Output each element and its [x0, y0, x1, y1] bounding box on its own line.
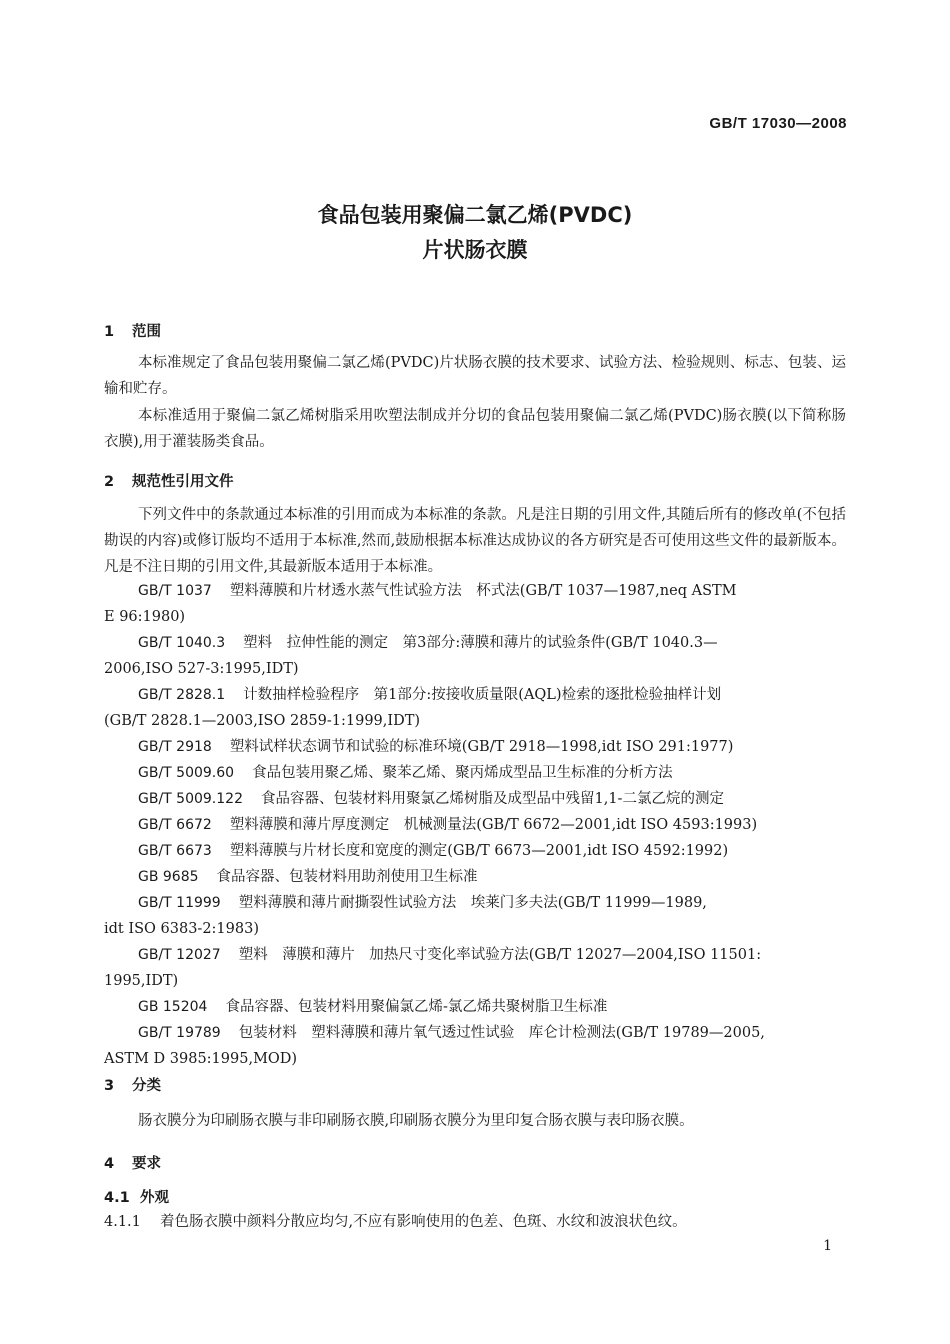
subsection-4-1-heading: [104, 1186, 169, 1207]
reference-code: GB/T 12027: [138, 947, 221, 963]
section-3-paragraph-1: 肠衣膜分为印刷肠衣膜与非印刷肠衣膜,印刷肠衣膜分为里印复合肠衣膜与表印肠衣膜。: [138, 1113, 694, 1129]
reference-item: [104, 760, 846, 786]
reference-item: [104, 734, 846, 760]
reference-title: 塑料 拉伸性能的测定 第3部分:薄膜和薄片的试验条件(GB/T 1040.3—: [243, 635, 718, 651]
reference-title: 食品容器、包装材料用助剂使用卫生标准: [216, 869, 478, 885]
reference-title: 包装材料 塑料薄膜和薄片氧气透过性试验 库仑计检测法(GB/T 19789—2005,: [238, 1025, 765, 1041]
section-number: 2: [104, 474, 115, 490]
standard-number: GB/T 17030—2008: [709, 115, 847, 132]
reference-continuation: E 96:1980): [104, 609, 186, 625]
reference-code: GB/T 1037: [138, 583, 212, 599]
section-number: 1: [104, 324, 115, 340]
subsection-number: 4.1: [104, 1190, 130, 1206]
reference-continuation: 2006,ISO 527-3:1995,IDT): [104, 661, 299, 677]
section-number: 4: [104, 1156, 115, 1172]
reference-title: 塑料 薄膜和薄片 加热尺寸变化率试验方法(GB/T 12027—2004,ISO 11501:: [238, 947, 762, 963]
reference-item: [104, 812, 846, 838]
reference-code: GB/T 11999: [138, 895, 221, 911]
reference-item: [104, 890, 846, 942]
reference-continuation: (GB/T 2828.1—2003,ISO 2859-1:1999,IDT): [104, 713, 421, 729]
reference-title: 塑料薄膜和薄片厚度测定 机械测量法(GB/T 6672—2001,idt ISO 4593:1993): [229, 817, 758, 833]
reference-code: GB/T 19789: [138, 1025, 221, 1041]
reference-item: [104, 864, 846, 890]
reference-code: GB/T 2918: [138, 739, 212, 755]
subsection-title: 外观: [140, 1190, 169, 1206]
reference-code: GB/T 6673: [138, 843, 212, 859]
reference-title: 塑料试样状态调节和试验的标准环境(GB/T 2918—1998,idt ISO 291:1977): [229, 739, 734, 755]
reference-code: GB 9685: [138, 869, 199, 885]
section-3-heading: [104, 1074, 161, 1095]
reference-item: [104, 1020, 846, 1072]
reference-code: GB/T 1040.3: [138, 635, 226, 651]
reference-code: GB/T 6672: [138, 817, 212, 833]
reference-title: 塑料薄膜与片材长度和宽度的测定(GB/T 6673—2001,idt ISO 4592:1992): [229, 843, 729, 859]
reference-title: 塑料薄膜和片材透水蒸气性试验方法 杯式法(GB/T 1037—1987,neq ASTM: [229, 583, 737, 599]
section-1-heading: [104, 320, 161, 341]
section-4-heading: [104, 1152, 161, 1173]
reference-title: 食品容器、包装材料用聚偏氯乙烯-氯乙烯共聚树脂卫生标准: [225, 999, 608, 1015]
section-1-paragraph-2: 本标准适用于聚偏二氯乙烯树脂采用吹塑法制成并分切的食品包装用聚偏二氯乙烯(PVDC)肠衣膜(以下简称肠衣膜),用于灌装肠类食品。: [104, 408, 846, 450]
page-number: 1: [823, 1238, 832, 1254]
reference-item: [104, 578, 846, 630]
reference-title: 食品包装用聚乙烯、聚苯乙烯、聚丙烯成型品卫生标准的分析方法: [252, 765, 673, 781]
reference-code: GB/T 2828.1: [138, 687, 226, 703]
reference-title: 计数抽样检验程序 第1部分:按接收质量限(AQL)检索的逐批检验抽样计划: [243, 687, 722, 703]
clause-4-1-1: [104, 1209, 846, 1235]
section-number: 3: [104, 1078, 115, 1094]
clause-text: 着色肠衣膜中颜料分散应均匀,不应有影响使用的色差、色斑、水纹和波浪状色纹。: [160, 1214, 687, 1230]
section-title: 范围: [132, 324, 161, 340]
document-title: 食品包装用聚偏二氯乙烯(PVDC): [317, 203, 633, 227]
section-title: 要求: [132, 1156, 161, 1172]
reference-item: [104, 630, 846, 682]
section-title: 规范性引用文件: [132, 474, 234, 490]
section-2-heading: [104, 470, 234, 491]
document-subtitle: 片状肠衣膜: [422, 238, 528, 262]
reference-code: GB/T 5009.122: [138, 791, 243, 807]
reference-item: [104, 942, 846, 994]
section-2-paragraph-1: 下列文件中的条款通过本标准的引用而成为本标准的条款。凡是注日期的引用文件,其随后所有的修改单(不包括勘误的内容)或修订版均不适用于本标准,然而,鼓励根据本标准达成协议的各方研究是否可使用这些文件的最新版本。凡是不注日期的引用文件,其最新版本适用于本标准。: [104, 507, 846, 575]
reference-title: 食品容器、包装材料用聚氯乙烯树脂及成型品中残留1,1-二氯乙烷的测定: [260, 791, 724, 807]
reference-continuation: idt ISO 6383-2:1983): [104, 921, 259, 937]
reference-code: GB/T 5009.60: [138, 765, 235, 781]
reference-item: [104, 786, 846, 812]
reference-code: GB 15204: [138, 999, 208, 1015]
reference-item: [104, 682, 846, 734]
reference-item: [104, 994, 846, 1020]
section-1-paragraph-1: 本标准规定了食品包装用聚偏二氯乙烯(PVDC)片状肠衣膜的技术要求、试验方法、检验规则、标志、包装、运输和贮存。: [104, 355, 846, 397]
reference-list: [104, 578, 846, 1072]
reference-title: 塑料薄膜和薄片耐撕裂性试验方法 埃莱门多夫法(GB/T 11999—1989,: [238, 895, 707, 911]
reference-continuation: 1995,IDT): [104, 973, 179, 989]
reference-continuation: ASTM D 3985:1995,MOD): [104, 1051, 298, 1067]
clause-number: 4.1.1: [104, 1214, 141, 1230]
section-title: 分类: [132, 1078, 161, 1094]
reference-item: [104, 838, 846, 864]
